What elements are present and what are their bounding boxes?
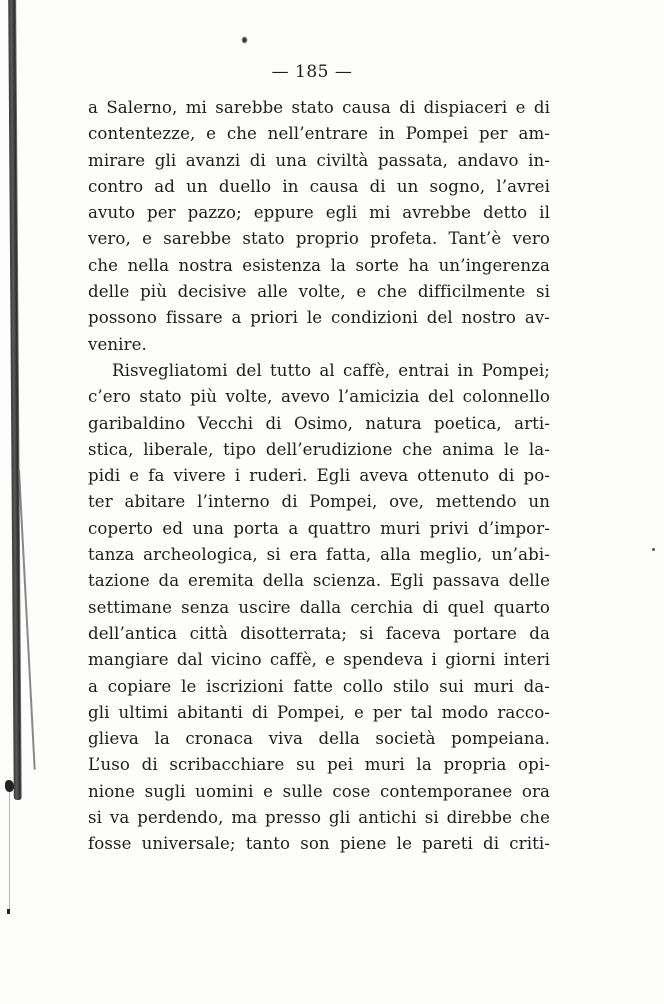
text-line: avuto per pazzo; eppure egli mi avrebbe detto il: [88, 203, 550, 223]
text-line: stica, liberale, tipo dell’erudizione che anima le la-: [88, 439, 550, 459]
text-line: gli ultimi abitanti di Pompei, e per tal modo racco-: [88, 702, 550, 722]
ink-speck: [242, 37, 247, 43]
binding-thread-tail: [9, 780, 10, 910]
text-line: coperto ed una porta a quattro muri privi d’impor-: [88, 518, 550, 538]
text-line: contro ad un duello in causa di un sogno, l’avrei: [88, 176, 550, 196]
text-line: venire.: [88, 334, 147, 354]
text-line: garibaldino Vecchi di Osimo, natura poetica, arti-: [88, 413, 550, 433]
paragraph-1: [88, 95, 550, 358]
text-line: contentezze, e che nell’entrare in Pompei per am-: [88, 124, 550, 144]
text-line: si va perdendo, ma presso gli antichi si direbbe che: [88, 808, 550, 828]
text-line: L’uso di scribacchiare su pei muri la propria opi-: [88, 755, 550, 775]
text-line: vero, e sarebbe stato proprio profeta. Tant’è vero: [88, 229, 550, 249]
text-line: settimane senza uscire dalla cerchia di quel quarto: [88, 597, 550, 617]
text-line: mangiare dal vicino caffè, e spendeva i giorni interi: [88, 650, 550, 670]
text-line: a copiare le iscrizioni fatte collo stilo sui muri da-: [88, 676, 550, 696]
text-line: Risvegliatomi del tutto al caffè, entrai in Pompei;: [112, 360, 550, 380]
text-line: dell’antica città disotterrata; si faceva portare da: [88, 623, 550, 643]
text-line: fosse universale; tanto son piene le pareti di criti-: [88, 834, 550, 854]
text-line: ter abitare l’interno di Pompei, ove, mettendo un: [88, 492, 550, 512]
text-line: c’ero stato più volte, avevo l’amicizia del colonnello: [88, 387, 550, 407]
text-line: possono fissare a priori le condizioni del nostro av-: [88, 308, 550, 328]
body-text: [88, 95, 550, 858]
text-line: a Salerno, mi sarebbe stato causa di dispiaceri e di: [88, 98, 550, 117]
page-number: — 185 —: [271, 62, 353, 82]
binding-edge: [8, 0, 22, 800]
paragraph-2: [88, 358, 550, 858]
text-line: pidi e fa vivere i ruderi. Egli aveva ottenuto di po-: [88, 466, 550, 486]
ink-speck-right: [652, 548, 655, 551]
text-line: glieva la cronaca viva della società pompeiana.: [88, 729, 550, 749]
text-line: che nella nostra esistenza la sorte ha un’ingerenza: [88, 255, 550, 275]
text-line: mirare gli avanzi di una civiltà passata, andavo in-: [88, 150, 550, 170]
text-line: nione sugli uomini e sulle cose contemporanee ora: [88, 781, 550, 801]
binding-knot: [5, 780, 14, 792]
text-line: tazione da eremita della scienza. Egli passava delle: [88, 571, 550, 591]
binding-ink-mark: [7, 909, 10, 914]
text-line: tanza archeologica, si era fatta, alla meglio, un’abi-: [88, 545, 550, 565]
text-line: delle più decisive alle volte, e che difficilmente si: [88, 282, 550, 302]
